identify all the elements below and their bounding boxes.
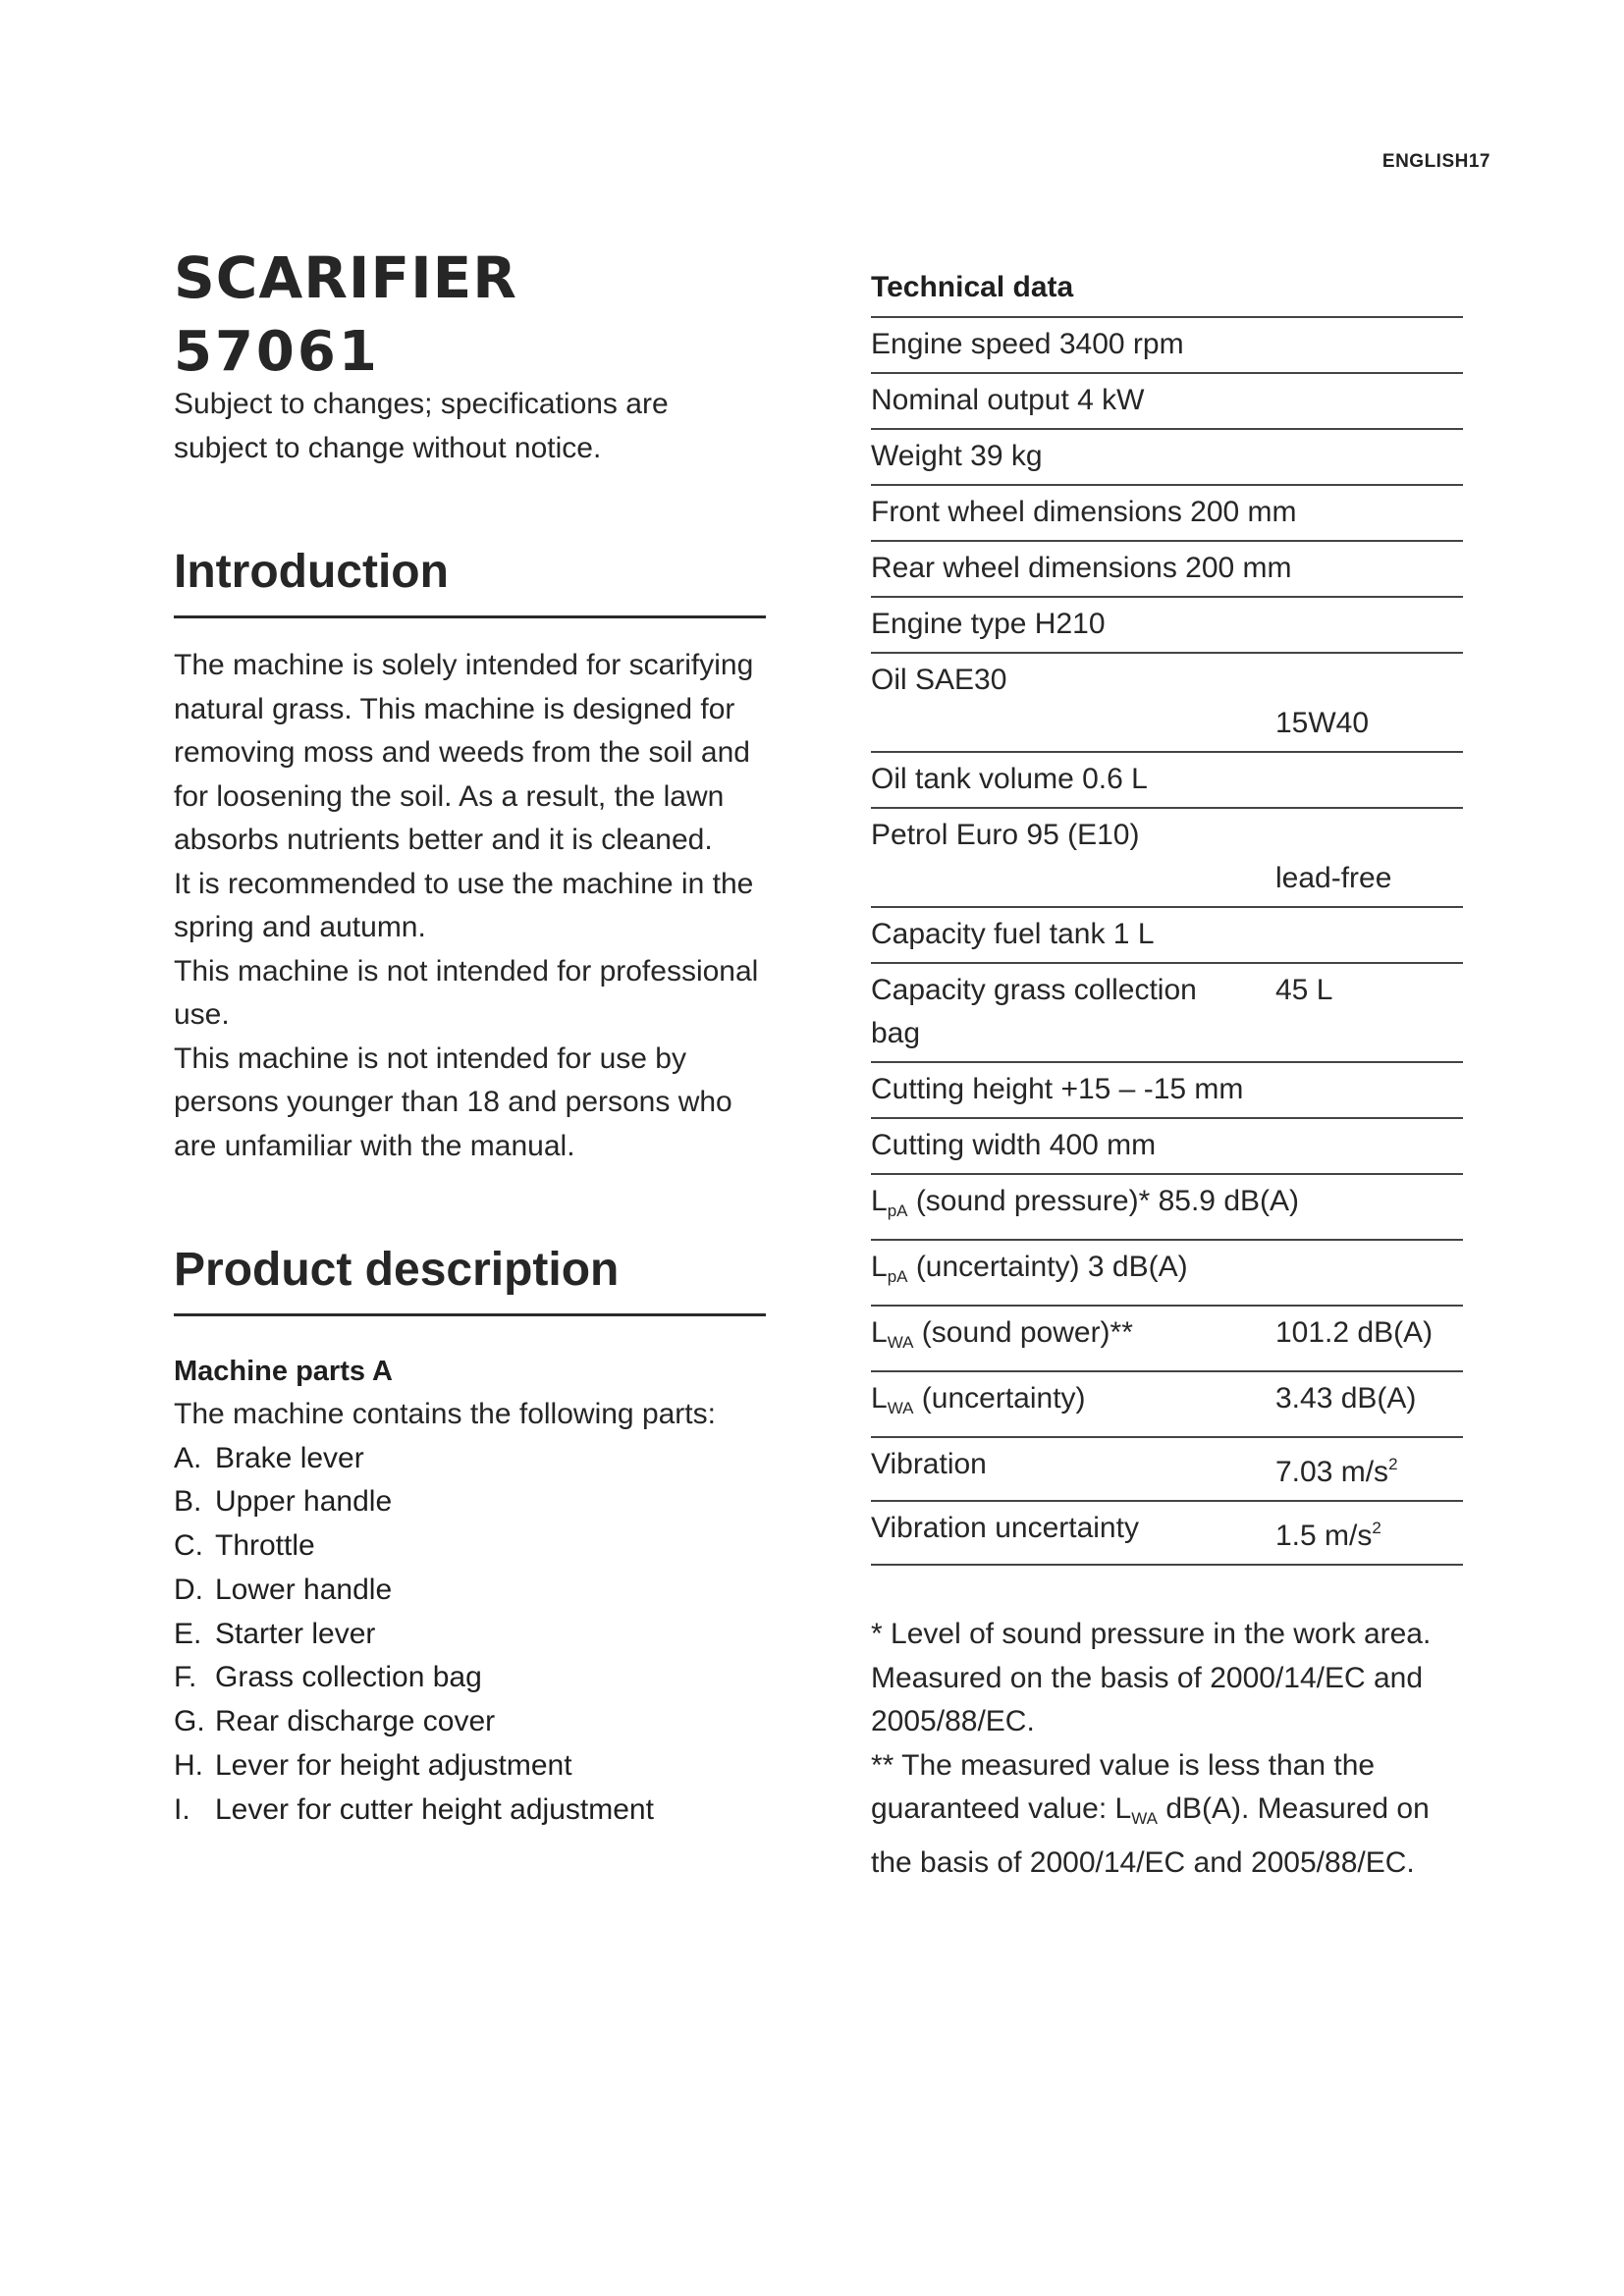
lpa-subscript: pA: [887, 1201, 908, 1220]
part-item: [174, 1613, 766, 1657]
table-cell: Engine type H210: [871, 597, 1463, 653]
oil-value: 15W40: [1275, 707, 1370, 739]
footnotes: [871, 1613, 1463, 1885]
part-letter: D.: [174, 1573, 203, 1606]
lwa-uncertainty-text: (uncertainty): [913, 1382, 1086, 1415]
table-row: [871, 963, 1463, 1062]
part-item: [174, 1437, 766, 1481]
machine-parts-heading: Machine parts A: [174, 1356, 393, 1387]
part-item: [174, 1656, 766, 1700]
table-row: [871, 1437, 1463, 1501]
table-cell: [871, 1174, 1463, 1240]
lpa-sound-text: (sound pressure)* 85.9 dB(A): [907, 1185, 1300, 1217]
part-label: Rear discharge cover: [215, 1705, 496, 1738]
parts-intro: The machine contains the following parts:: [174, 1398, 716, 1430]
table-cell: Vibration: [871, 1437, 1275, 1501]
lpa-uncertainty-text: (uncertainty) 3 dB(A): [907, 1251, 1188, 1283]
table-row: [871, 541, 1463, 597]
part-item: [174, 1744, 766, 1789]
table-cell: 3.43 dB(A): [1275, 1371, 1463, 1437]
lwa-subscript: WA: [887, 1399, 914, 1417]
lpa-symbol: L: [871, 1251, 888, 1283]
table-row: [871, 752, 1463, 808]
intro-paragraph: This machine is not intended for professional use.: [174, 954, 759, 1031]
part-letter: F.: [174, 1661, 197, 1694]
part-letter: B.: [174, 1485, 202, 1519]
table-row: [871, 1240, 1463, 1306]
technical-data-table: [871, 318, 1463, 1566]
part-item: [174, 1569, 766, 1613]
part-label: Starter lever: [215, 1617, 376, 1650]
lwa-power-text: (sound power)**: [913, 1316, 1133, 1349]
vibration-value: 7.03 m/s: [1275, 1456, 1389, 1488]
table-row: [871, 1501, 1463, 1565]
document-title: SCARIFIER: [174, 244, 517, 311]
squared-superscript: 2: [1388, 1455, 1398, 1473]
petrol-label: Petrol Euro 95 (E10): [871, 819, 1140, 851]
intro-paragraph: The machine is solely intended for scarifying natural grass. This machine is designed for removing moss and weeds from the soil and for loosening the soil. As a result, the lawn absorbs nutrients better and it is cleaned.: [174, 649, 754, 856]
part-letter: G.: [174, 1705, 205, 1738]
petrol-value: lead-free: [1275, 862, 1392, 894]
technical-data-heading: Technical data: [871, 267, 1463, 318]
part-label: Upper handle: [215, 1485, 393, 1519]
table-cell: [1275, 653, 1463, 752]
table-cell: Capacity grass collection bag: [871, 963, 1275, 1062]
part-letter: A.: [174, 1441, 202, 1474]
footnote-sound-pressure: * Level of sound pressure in the work area. Measured on the basis of 2000/14/EC and 2005/88/EC.: [871, 1618, 1432, 1737]
product-description-heading: Product description: [174, 1241, 766, 1316]
part-item: [174, 1700, 766, 1744]
table-cell: [871, 1306, 1275, 1371]
squared-superscript: 2: [1372, 1519, 1381, 1537]
introduction-heading: Introduction: [174, 543, 766, 618]
part-label: Lever for cutter height adjustment: [215, 1792, 654, 1826]
table-row: [871, 1371, 1463, 1437]
table-cell: [871, 653, 1275, 752]
table-cell: 101.2 dB(A): [1275, 1306, 1463, 1371]
table-row: [871, 1306, 1463, 1371]
part-item: [174, 1480, 766, 1524]
footnote-text: dB(A). Measured on the basis of 2000/14/EC and 2005/88/EC.: [871, 1792, 1430, 1879]
part-item: [174, 1789, 766, 1833]
table-row: [871, 907, 1463, 963]
table-cell: [871, 808, 1275, 907]
table-row: [871, 597, 1463, 653]
part-letter: I.: [174, 1792, 190, 1826]
parts-list: [174, 1437, 766, 1833]
table-cell: Front wheel dimensions 200 mm: [871, 485, 1463, 541]
intro-paragraph: It is recommended to use the machine in the spring and autumn.: [174, 867, 754, 943]
table-row: [871, 1062, 1463, 1118]
table-cell: Capacity fuel tank 1 L: [871, 907, 1463, 963]
table-cell: Cutting width 400 mm: [871, 1118, 1463, 1174]
table-row: [871, 485, 1463, 541]
table-cell: [1275, 1437, 1463, 1501]
lpa-subscript: pA: [887, 1267, 908, 1286]
table-cell: Weight 39 kg: [871, 429, 1463, 485]
right-column: [871, 267, 1463, 1885]
table-cell: [871, 1371, 1275, 1437]
intro-paragraph: This machine is not intended for use by persons younger than 18 and persons who are unfamiliar with the manual.: [174, 1041, 732, 1162]
table-row: [871, 1118, 1463, 1174]
table-cell: [871, 1240, 1463, 1306]
lwa-symbol: L: [871, 1382, 888, 1415]
table-cell: Nominal output 4 kW: [871, 373, 1463, 429]
oil-label: Oil SAE30: [871, 664, 1007, 696]
change-notice: Subject to changes; specifications are subject to change without notice.: [174, 388, 669, 464]
table-cell: Engine speed 3400 rpm: [871, 318, 1463, 373]
footnote-subscript: WA: [1131, 1809, 1158, 1828]
lwa-subscript: WA: [887, 1333, 914, 1352]
left-column: [174, 243, 766, 1833]
part-label: Lower handle: [215, 1573, 393, 1606]
part-letter: C.: [174, 1529, 203, 1563]
model-number: 57061: [174, 320, 380, 384]
part-item: [174, 1524, 766, 1569]
part-label: Grass collection bag: [215, 1661, 482, 1694]
table-cell: Oil tank volume 0.6 L: [871, 752, 1463, 808]
table-row: [871, 373, 1463, 429]
table-cell: [1275, 1501, 1463, 1565]
part-letter: E.: [174, 1617, 202, 1650]
vibration-uncertainty-value: 1.5 m/s: [1275, 1520, 1373, 1552]
part-label: Brake lever: [215, 1441, 364, 1474]
introduction-body: [174, 644, 766, 1168]
part-label: Lever for height adjustment: [215, 1749, 572, 1783]
lwa-symbol: L: [871, 1316, 888, 1349]
part-letter: H.: [174, 1749, 203, 1783]
lpa-symbol: L: [871, 1185, 888, 1217]
table-cell: [1275, 808, 1463, 907]
table-cell: Vibration uncertainty: [871, 1501, 1275, 1565]
footnote-text: ** The measured value is less than the guaranteed value: L: [871, 1748, 1376, 1825]
footnote-sound-power: [871, 1744, 1463, 1886]
page-label: ENGLISH17: [1381, 151, 1490, 172]
table-row: [871, 653, 1463, 752]
table-cell: Cutting height +15 – -15 mm: [871, 1062, 1463, 1118]
table-row: [871, 318, 1463, 373]
table-row: [871, 1174, 1463, 1240]
table-row: [871, 808, 1463, 907]
table-row: [871, 429, 1463, 485]
table-cell: Rear wheel dimensions 200 mm: [871, 541, 1463, 597]
table-cell: 45 L: [1275, 963, 1463, 1062]
part-label: Throttle: [215, 1529, 315, 1563]
